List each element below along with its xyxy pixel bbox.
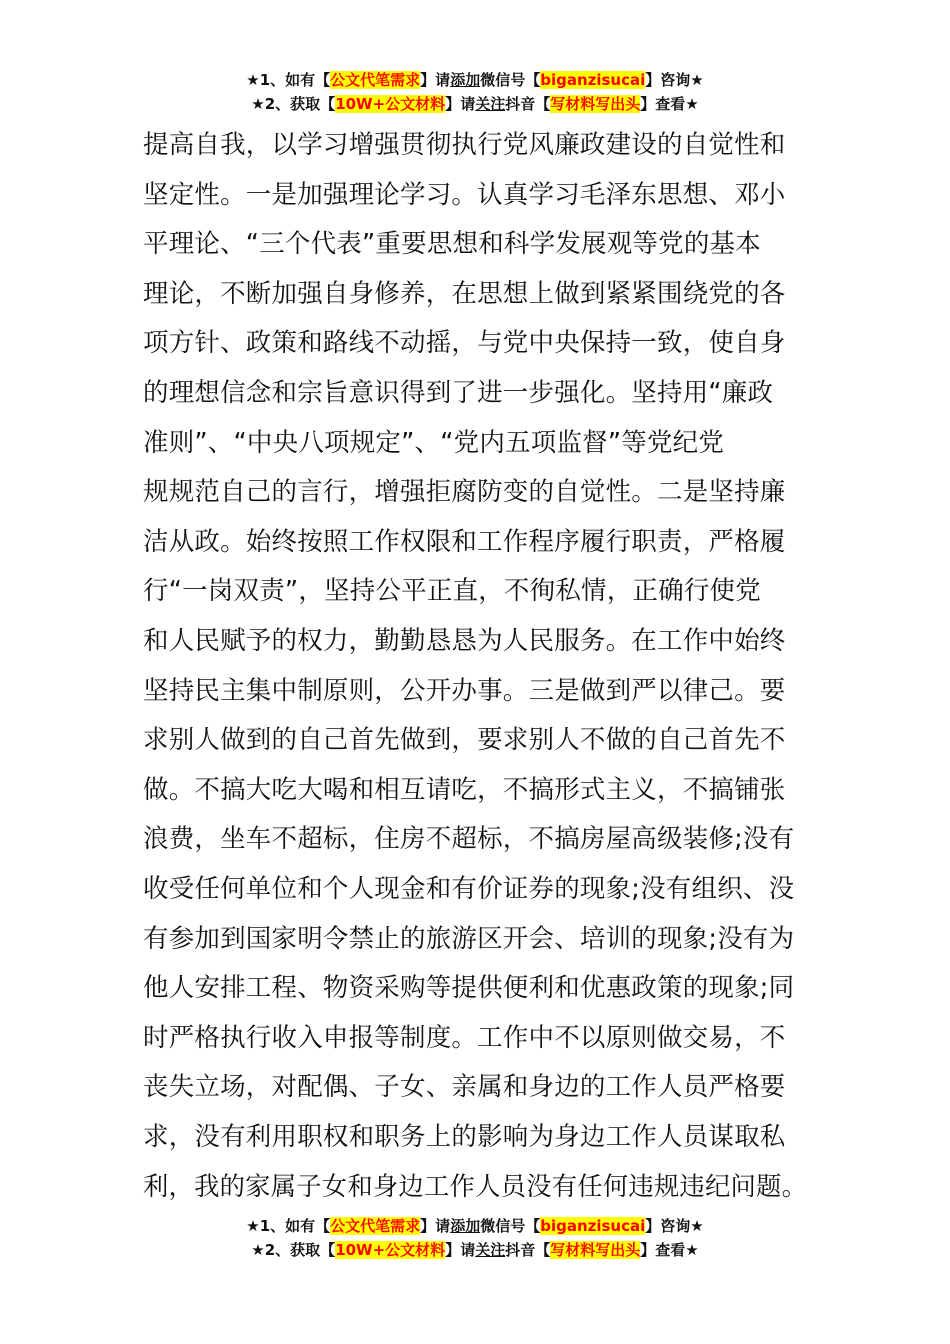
promo-text: 】请 <box>420 1217 451 1235</box>
promo-highlight: 公文代笔需求 <box>330 71 421 89</box>
promo-text: 】查看★ <box>640 95 699 113</box>
promo-text: 】咨询★ <box>645 1217 704 1235</box>
promo-underlined-text: 添加 <box>450 1217 481 1235</box>
body-line: 的理想信念和宗旨意识得到了进一步强化。坚持用“廉政 <box>143 377 774 408</box>
promo-highlight: 写材料写出头 <box>550 1241 641 1259</box>
promo-line-1 <box>0 68 950 92</box>
body-line: 规规范自己的言行，增强拒腐防变的自觉性。二是坚持廉 <box>143 477 786 508</box>
promo-underlined-text: 关注 <box>475 95 506 113</box>
promo-text: ★1、如有【 <box>246 1217 331 1235</box>
header-promo-banner <box>0 68 950 116</box>
promo-highlight: 公文代笔需求 <box>330 1217 421 1235</box>
body-line: 他人安排工程、物资采购等提供便利和优惠政策的现象;同 <box>143 973 795 1004</box>
body-line: 求，没有利用职权和职务上的影响为身边工作人员谋取私 <box>143 1121 786 1152</box>
promo-text: 微信号【 <box>480 71 541 89</box>
promo-highlight: 10W+公文材料 <box>335 95 446 113</box>
promo-text: 抖音【 <box>505 1241 551 1259</box>
footer-promo-banner <box>0 1214 950 1262</box>
body-line: 和人民赋予的权力，勤勤恳恳为人民服务。在工作中始终 <box>143 625 786 656</box>
promo-text: 】请 <box>420 71 451 89</box>
body-line: 坚持民主集中制原则，公开办事。三是做到严以律己。要 <box>143 675 786 706</box>
promo-text: 】查看★ <box>640 1241 699 1259</box>
wechat-id-highlight: biganzisucai <box>540 71 646 89</box>
body-line: 浪费，坐车不超标，住房不超标，不搞房屋高级装修;没有 <box>143 824 795 855</box>
body-line: 求别人做到的自己首先做到，要求别人不做的自己首先不 <box>143 725 786 756</box>
body-line: 做。不搞大吃大喝和相互请吃，不搞形式主义，不搞铺张 <box>143 774 786 805</box>
body-line: 提高自我，以学习增强贯彻执行党风廉政建设的自觉性和 <box>143 130 786 160</box>
body-line: 时严格执行收入申报等制度。工作中不以原则做交易，不 <box>143 1022 786 1053</box>
promo-text: 】请 <box>445 95 476 113</box>
promo-underlined-text: 关注 <box>475 1241 506 1259</box>
body-line: 收受任何单位和个人现金和有价证券的现象;没有组织、没 <box>143 873 795 904</box>
promo-underlined-text: 添加 <box>450 71 481 89</box>
document-body <box>143 121 807 1212</box>
promo-text: 微信号【 <box>480 1217 541 1235</box>
promo-line-2 <box>0 92 950 116</box>
body-line: 理论，不断加强自身修养，在思想上做到紧紧围绕党的各 <box>143 278 786 309</box>
promo-line-2 <box>0 1238 950 1262</box>
promo-text: ★2、获取【 <box>251 1241 336 1259</box>
promo-highlight: 10W+公文材料 <box>335 1241 446 1259</box>
body-line: 有参加到国家明令禁止的旅游区开会、培训的现象;没有为 <box>143 923 795 954</box>
wechat-id-highlight: biganzisucai <box>540 1217 646 1235</box>
promo-line-1 <box>0 1214 950 1238</box>
promo-highlight: 写材料写出头 <box>550 95 641 113</box>
promo-text: 抖音【 <box>505 95 551 113</box>
promo-text: ★1、如有【 <box>246 71 331 89</box>
body-line: 丧失立场，对配偶、子女、亲属和身边的工作人员严格要 <box>143 1072 786 1103</box>
promo-text: 】请 <box>445 1241 476 1259</box>
body-line: 洁从政。始终按照工作权限和工作程序履行职责，严格履 <box>143 526 786 557</box>
promo-text: ★2、获取【 <box>251 95 336 113</box>
body-line: 平理论、“三个代表”重要思想和科学发展观等党的基本 <box>143 229 761 260</box>
body-line: 坚定性。一是加强理论学习。认真学习毛泽东思想、邓小 <box>143 179 786 210</box>
body-line: 利，我的家属子女和身边工作人员没有任何违规违纪问题。 <box>143 1171 808 1202</box>
promo-text: 】咨询★ <box>645 71 704 89</box>
body-line: 项方针、政策和路线不动摇，与党中央保持一致，使自身 <box>143 328 786 359</box>
body-line: 行“一岗双责”，坚持公平正直，不徇私情，正确行使党 <box>143 576 761 607</box>
body-line: 准则”、“中央八项规定”、“党内五项监督”等党纪党 <box>143 427 725 458</box>
